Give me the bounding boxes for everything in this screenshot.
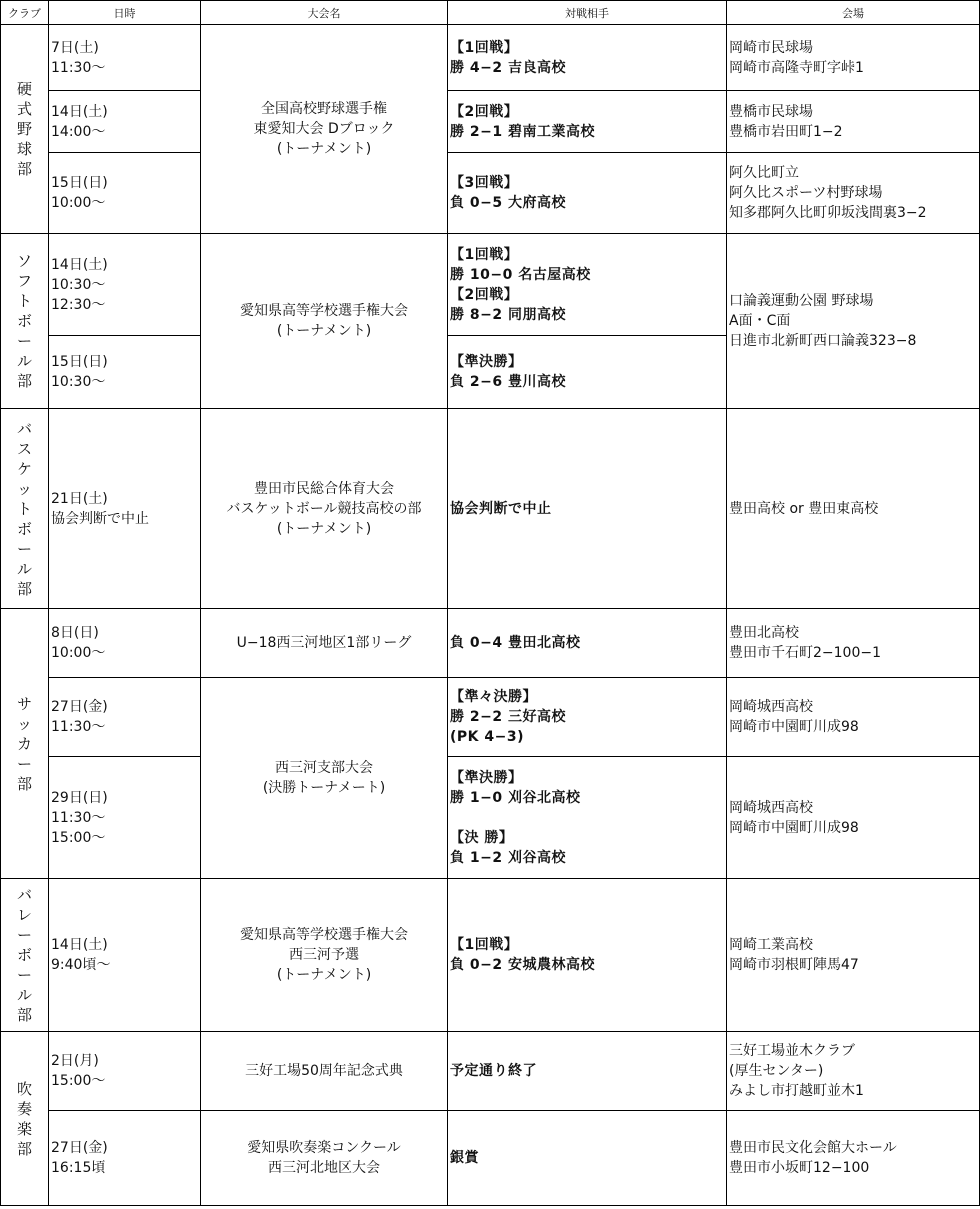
datetime-cell: 14日(土) 14:00〜 xyxy=(49,91,201,153)
venue-cell: 口論義運動公園 野球場 A面・C面 日進市北新町西口論義323−8 xyxy=(727,234,980,409)
venue-cell: 岡崎城西高校 岡崎市中園町川成98 xyxy=(727,678,980,757)
header-row xyxy=(1,1,980,25)
club-char: レ xyxy=(16,906,32,924)
club-char: ッ xyxy=(16,479,32,498)
club-char: 吹 xyxy=(16,1079,32,1098)
opponent-cell: 【1回戦】 勝 10−0 名古屋高校 【2回戦】 勝 8−2 同朋高校 xyxy=(448,234,727,336)
venue-cell: 岡崎工業高校 岡崎市羽根町陣馬47 xyxy=(727,879,980,1032)
opponent-cell: 銀賞 xyxy=(448,1111,727,1206)
club-char: 野 xyxy=(16,120,32,138)
table-row xyxy=(1,1032,980,1111)
club-char: ー xyxy=(16,966,32,984)
club-char: 楽 xyxy=(16,1119,32,1138)
table-row xyxy=(1,234,980,336)
venue-cell: 豊田高校 or 豊田東高校 xyxy=(727,409,980,609)
club-baseball xyxy=(1,25,49,234)
club-char: 部 xyxy=(16,774,32,793)
club-char: ル xyxy=(16,352,32,370)
table-row xyxy=(1,879,980,1032)
club-char: サ xyxy=(16,694,32,713)
header-venue: 会場 xyxy=(727,1,980,25)
venue-cell: 阿久比町立 阿久比スポーツ村野球場 知多郡阿久比町卯坂浅間裏3−2 xyxy=(727,153,980,234)
club-char: 部 xyxy=(16,1006,32,1024)
club-char: ッ xyxy=(16,714,32,733)
club-char: ー xyxy=(16,539,32,558)
opponent-cell: 【準決勝】 勝 1−0 刈谷北高校 【決 勝】 負 1−2 刈谷高校 xyxy=(448,757,727,879)
club-softball xyxy=(1,234,49,409)
opponent-cell: 負 0−4 豊田北高校 xyxy=(448,609,727,678)
club-char: ト xyxy=(16,292,32,310)
table-row xyxy=(1,757,980,879)
club-char: ト xyxy=(16,499,32,518)
club-char: カ xyxy=(16,734,32,753)
datetime-cell: 14日(土) 10:30〜 12:30〜 xyxy=(49,234,201,336)
table-row xyxy=(1,91,980,153)
datetime-cell: 14日(土) 9:40頃〜 xyxy=(49,879,201,1032)
club-char: ー xyxy=(16,926,32,944)
club-char: バ xyxy=(16,419,32,438)
datetime-cell: 2日(月) 15:00〜 xyxy=(49,1032,201,1111)
header-datetime: 日時 xyxy=(49,1,201,25)
club-char: ケ xyxy=(16,459,32,478)
tournament-cell: 愛知県高等学校選手権大会 (トーナメント) xyxy=(201,234,448,409)
datetime-cell: 15日(日) 10:30〜 xyxy=(49,336,201,409)
club-char: 奏 xyxy=(16,1099,32,1118)
club-char: ー xyxy=(16,332,32,350)
club-char: ル xyxy=(16,986,32,1004)
club-char: ボ xyxy=(16,519,32,538)
header-club: クラブ xyxy=(1,1,49,25)
venue-cell: 豊田北高校 豊田市千石町2−100−1 xyxy=(727,609,980,678)
tournament-cell: 愛知県吹奏楽コンクール 西三河北地区大会 xyxy=(201,1111,448,1206)
club-char: ボ xyxy=(16,946,32,964)
datetime-cell: 29日(日) 11:30〜 15:00〜 xyxy=(49,757,201,879)
table-row xyxy=(1,153,980,234)
tournament-cell: 三好工場50周年記念式典 xyxy=(201,1032,448,1111)
club-volleyball xyxy=(1,879,49,1032)
club-char: 部 xyxy=(16,160,32,178)
table-row xyxy=(1,409,980,609)
club-char: 部 xyxy=(16,372,32,390)
header-opponent: 対戦相手 xyxy=(448,1,727,25)
club-char: 式 xyxy=(16,100,32,118)
club-char: 球 xyxy=(16,140,32,158)
tournament-cell: 愛知県高等学校選手権大会 西三河予選 (トーナメント) xyxy=(201,879,448,1032)
datetime-cell: 15日(日) 10:00〜 xyxy=(49,153,201,234)
venue-cell: 豊橋市民球場 豊橋市岩田町1−2 xyxy=(727,91,980,153)
club-char: ボ xyxy=(16,312,32,330)
club-char: ス xyxy=(16,439,32,458)
club-char: 部 xyxy=(16,579,32,598)
club-char: ソ xyxy=(16,252,32,270)
tournament-cell: 西三河支部大会 (決勝トーナメート) xyxy=(201,678,448,879)
club-soccer xyxy=(1,609,49,879)
club-char: ー xyxy=(16,754,32,773)
opponent-cell: 協会判断で中止 xyxy=(448,409,727,609)
opponent-cell: 【準決勝】 負 2−6 豊川高校 xyxy=(448,336,727,409)
opponent-cell: 【1回戦】 勝 4−2 吉良高校 xyxy=(448,25,727,91)
club-basketball xyxy=(1,409,49,609)
opponent-cell: 【1回戦】 負 0−2 安城農林高校 xyxy=(448,879,727,1032)
venue-cell: 岡崎城西高校 岡崎市中園町川成98 xyxy=(727,757,980,879)
club-char: 硬 xyxy=(16,80,32,98)
venue-cell: 岡崎市民球場 岡崎市高隆寺町字峠1 xyxy=(727,25,980,91)
datetime-cell: 8日(日) 10:00〜 xyxy=(49,609,201,678)
opponent-cell: 【準々決勝】 勝 2−2 三好高校 (PK 4−3) xyxy=(448,678,727,757)
club-char: 部 xyxy=(16,1139,32,1158)
datetime-cell: 27日(金) 11:30〜 xyxy=(49,678,201,757)
club-char: バ xyxy=(16,886,32,904)
table-row xyxy=(1,609,980,678)
table-row xyxy=(1,25,980,91)
datetime-cell: 7日(土) 11:30〜 xyxy=(49,25,201,91)
tournament-cell: 全国高校野球選手権 東愛知大会 Dブロック (トーナメント) xyxy=(201,25,448,234)
tournament-cell: 豊田市民総合体育大会 バスケットボール競技高校の部 (トーナメント) xyxy=(201,409,448,609)
datetime-cell: 27日(金) 16:15頃 xyxy=(49,1111,201,1206)
opponent-cell: 【3回戦】 負 0−5 大府高校 xyxy=(448,153,727,234)
venue-cell: 豊田市民文化会館大ホール 豊田市小坂町12−100 xyxy=(727,1111,980,1206)
tournament-cell: U−18西三河地区1部リーグ xyxy=(201,609,448,678)
datetime-cell: 21日(土) 協会判断で中止 xyxy=(49,409,201,609)
table-row xyxy=(1,678,980,757)
club-band xyxy=(1,1032,49,1206)
header-tournament: 大会名 xyxy=(201,1,448,25)
club-char: フ xyxy=(16,272,32,290)
opponent-cell: 【2回戦】 勝 2−1 碧南工業高校 xyxy=(448,91,727,153)
opponent-cell: 予定通り終了 xyxy=(448,1032,727,1111)
venue-cell: 三好工場並木クラブ (厚生センター) みよし市打越町並木1 xyxy=(727,1032,980,1111)
club-char: ル xyxy=(16,559,32,578)
table-row xyxy=(1,1111,980,1206)
